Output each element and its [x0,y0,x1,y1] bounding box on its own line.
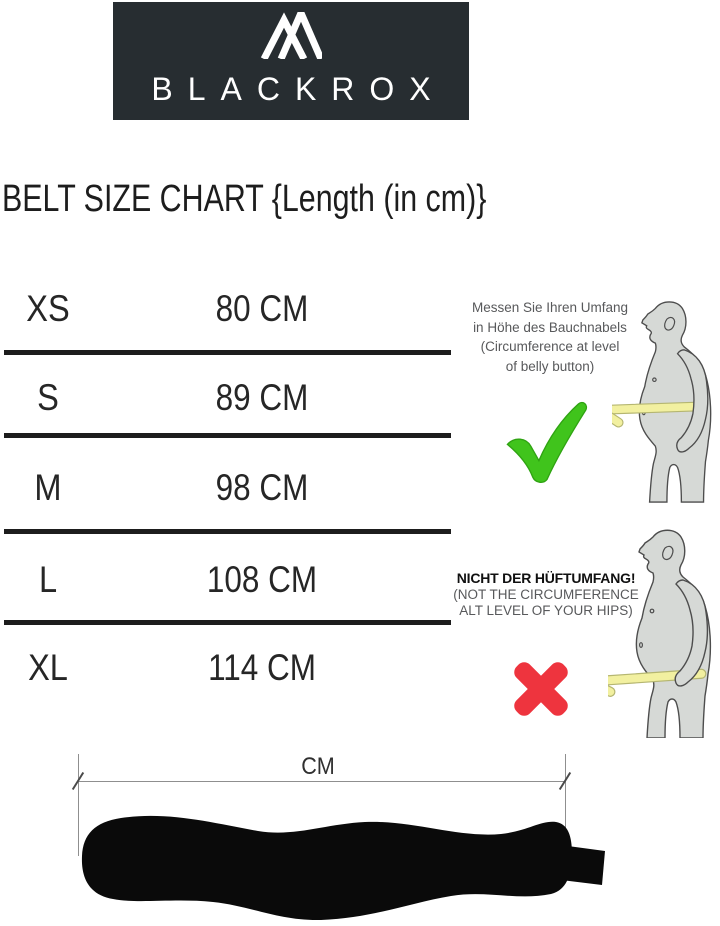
note-line: in Höhe des Bauchnabels [473,319,627,335]
check-icon [502,394,592,484]
length-cell: 108 CM [206,559,318,600]
table-divider [4,529,451,534]
table-divider [4,620,451,625]
table-row [0,377,452,421]
table-row [0,647,452,691]
table-divider [4,350,451,355]
brand-logo-box [113,2,469,120]
size-cell: S [37,377,59,418]
table-row [0,559,452,603]
belt-silhouette [73,806,613,924]
table-row [0,467,452,511]
dimension-label: CM [301,753,335,780]
note-line: of belly button) [505,358,595,374]
cross-icon [505,653,577,725]
note-line: Messen Sie Ihren Umfang [471,300,629,315]
brand-name: BLACKROX [151,71,446,107]
dimension-line [78,781,566,782]
note-line: ALT LEVEL OF YOUR HIPS) [459,603,633,618]
note-line: (NOT THE CIRCUMFERENCE [453,586,639,602]
note-line: (Circumference at level [480,339,620,354]
length-cell: 89 CM [215,377,309,418]
warning-title: NICHT DER HÜFTUMFANG! [456,570,636,586]
length-cell: 114 CM [208,647,316,688]
table-divider [4,433,451,438]
mountain-peaks-icon [260,12,322,59]
length-cell: 98 CM [215,467,309,508]
table-row [0,288,452,332]
man-figure-correct [612,292,718,506]
size-cell: XL [28,647,68,688]
size-cell: M [34,467,62,508]
size-cell: XS [26,288,70,329]
page-title: BELT SIZE CHART {Length (in cm)} [2,178,487,220]
size-cell: L [38,559,58,600]
man-figure-wrong [608,524,718,738]
length-cell: 80 CM [215,288,309,329]
